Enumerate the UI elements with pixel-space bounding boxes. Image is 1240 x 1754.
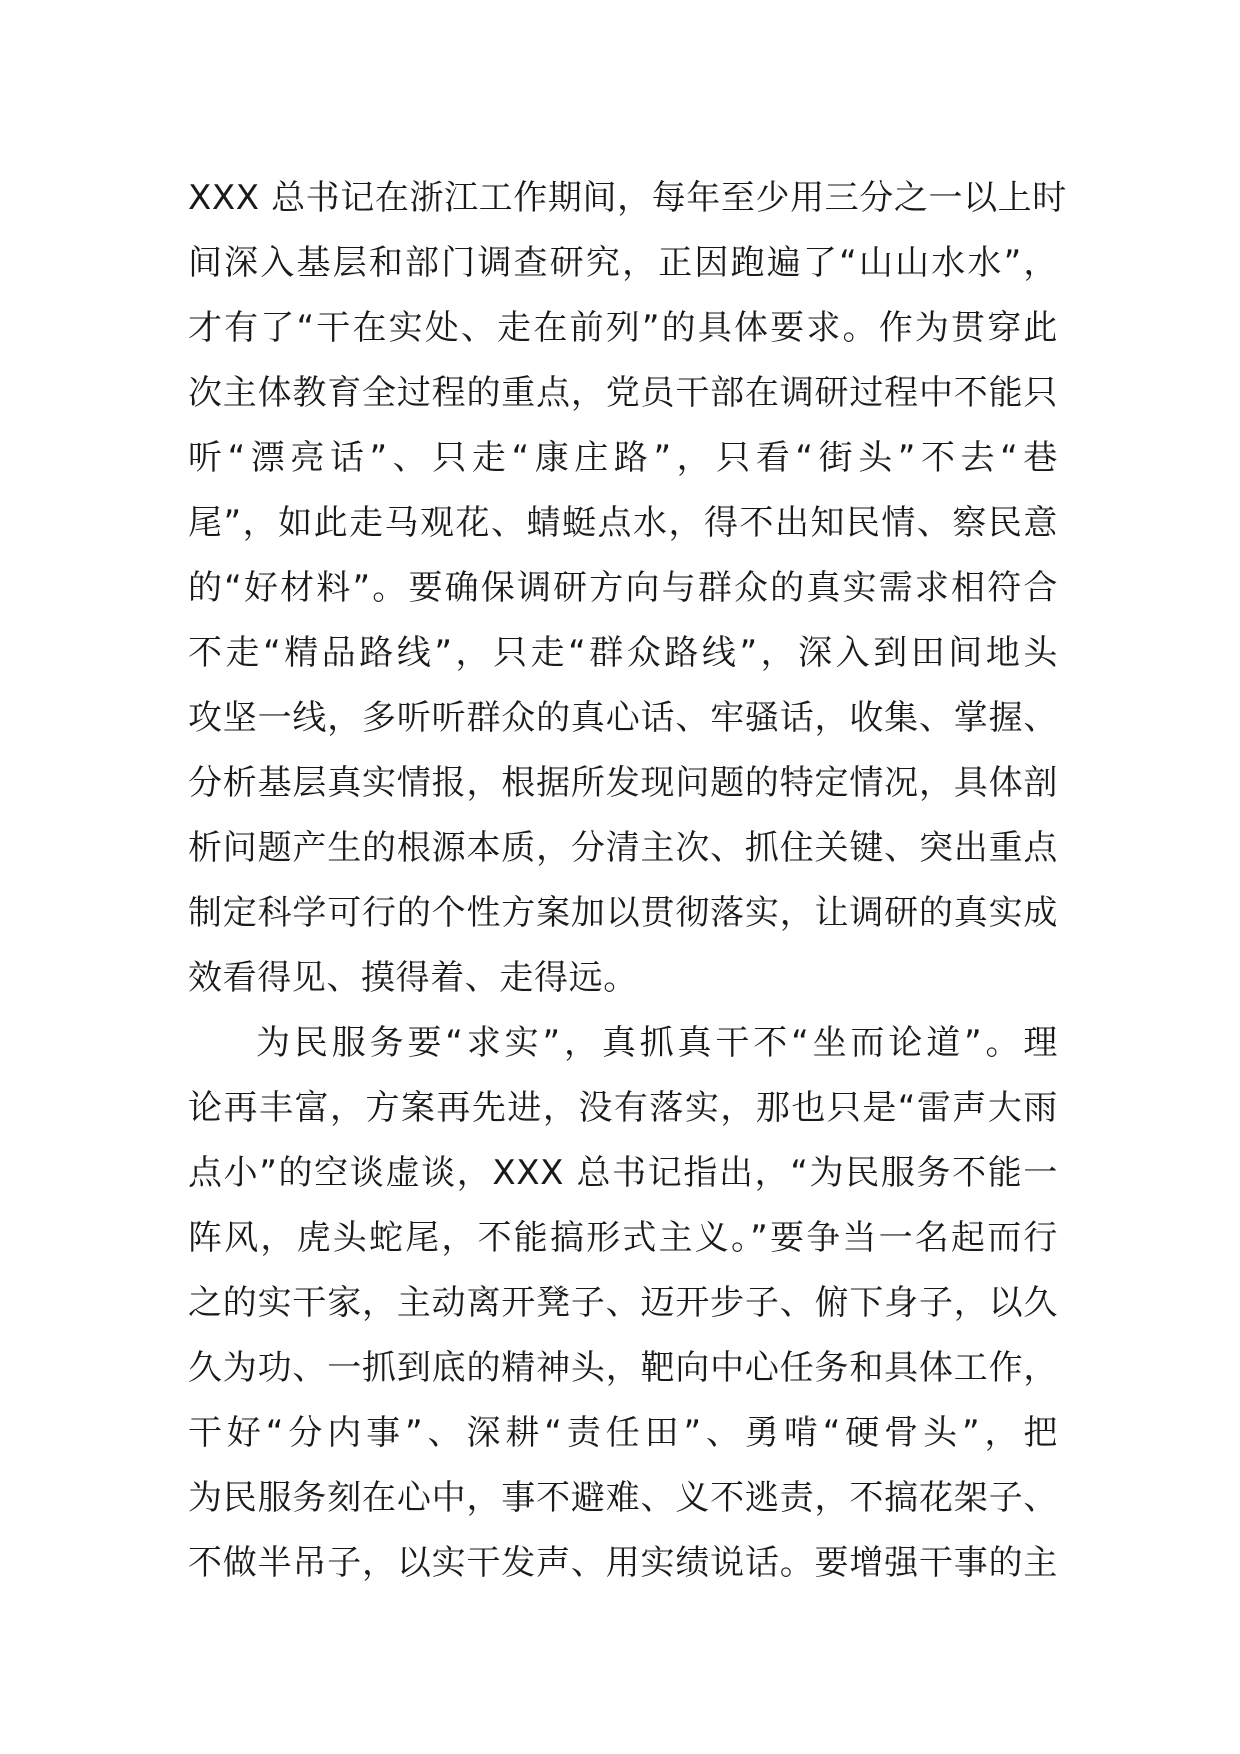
text-line: 分析基层真实情报，根据所发现问题的特定情况，具体剖 <box>188 763 1058 803</box>
text-line: 听“漂亮话”、只走“康庄路”，只看“街头”不去“巷 <box>188 438 1058 478</box>
text-line: 久为功、一抓到底的精神头，靶向中心任务和具体工作， <box>188 1348 1058 1388</box>
text-line: 攻坚一线，多听听群众的真心话、牢骚话，收集、掌握、 <box>188 698 1058 738</box>
text-line: 析问题产生的根源本质，分清主次、抓住关键、突出重点 <box>188 828 1058 868</box>
text-line: 次主体教育全过程的重点，党员干部在调研过程中不能只 <box>188 373 1058 413</box>
text-line: 阵风，虎头蛇尾，不能搞形式主义。”要争当一名起而行 <box>188 1218 1058 1258</box>
paragraph-1 <box>188 166 1067 1011</box>
text-line: 才有了“干在实处、走在前列”的具体要求。作为贯穿此 <box>188 308 1058 348</box>
text-line: 为民服务刻在心中，事不避难、义不逃责，不搞花架子、 <box>188 1478 1058 1518</box>
text-line: 不做半吊子，以实干发声、用实绩说话。要增强干事的主 <box>188 1543 1058 1583</box>
text-line: 论再丰富，方案再先进，没有落实，那也只是“雷声大雨 <box>188 1088 1058 1128</box>
text-line: 干好“分内事”、深耕“责任田”、勇啃“硬骨头”，把 <box>188 1413 1058 1453</box>
text-line: 效看得见、摸得着、走得远。 <box>188 958 638 998</box>
text-line: 之的实干家，主动离开凳子、迈开步子、俯下身子，以久 <box>188 1283 1058 1323</box>
text-line: 点小”的空谈虚谈，XXX 总书记指出，“为民服务不能一 <box>188 1153 1058 1193</box>
text-line: 尾”，如此走马观花、蜻蜓点水，得不出知民情、察民意 <box>188 503 1058 543</box>
text-line: 制定科学可行的个性方案加以贯彻落实，让调研的真实成 <box>188 893 1058 933</box>
text-line: 为民服务要“求实”，真抓真干不“坐而论道”。理 <box>256 1023 1058 1063</box>
text-line: 间深入基层和部门调查研究，正因跑遍了“山山水水”， <box>188 243 1058 283</box>
body-text <box>188 166 1067 1596</box>
text-line: 不走“精品路线”，只走“群众路线”，深入到田间地头 <box>188 633 1058 673</box>
text-line: XXX 总书记在浙江工作期间，每年至少用三分之一以上时 <box>188 178 1067 218</box>
paragraph-2 <box>188 1011 1058 1596</box>
text-line: 的“好材料”。要确保调研方向与群众的真实需求相符合 <box>188 568 1058 608</box>
